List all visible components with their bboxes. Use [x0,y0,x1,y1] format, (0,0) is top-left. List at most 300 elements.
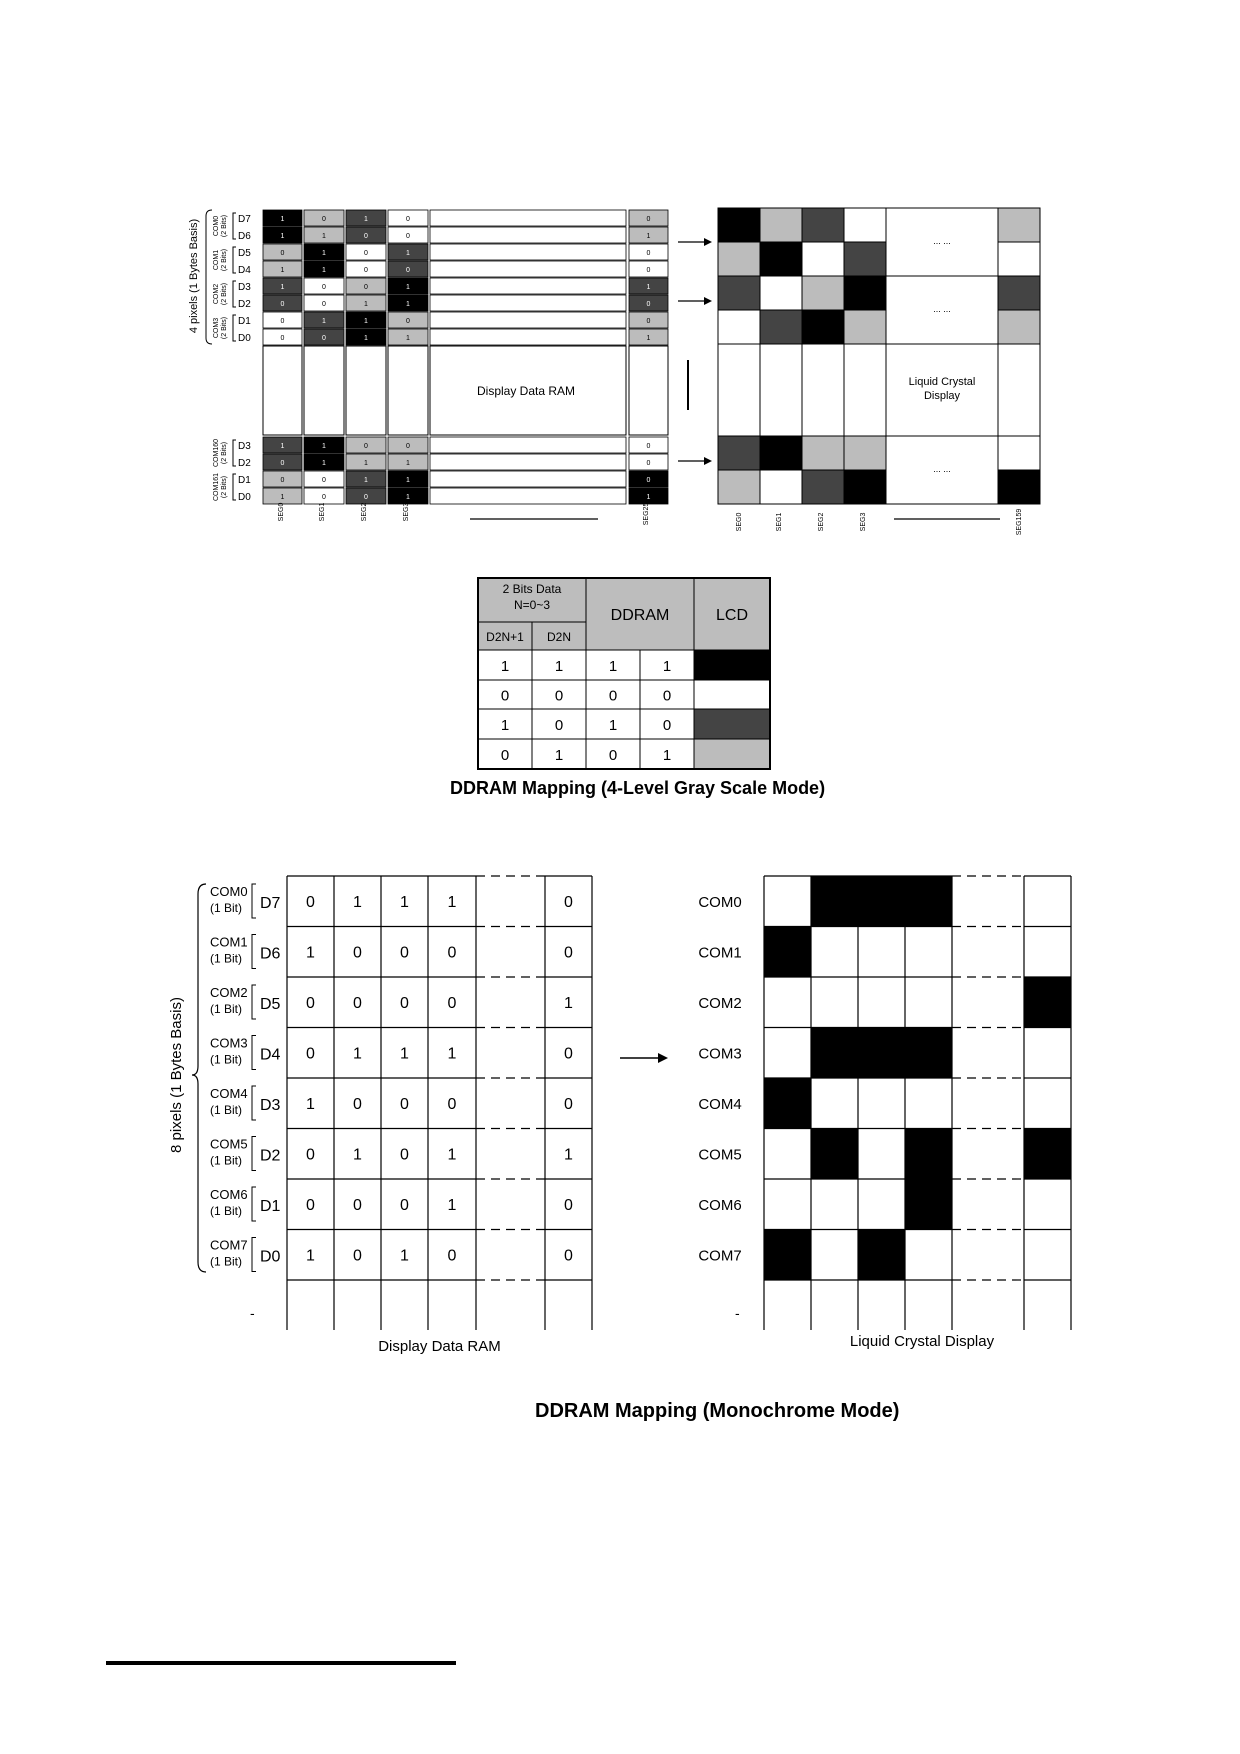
ram-cell-value: 1 [364,216,368,223]
ram-cell-value: 0 [306,1146,315,1164]
com-label: COM160 [213,438,220,468]
table-col-ddram: DDRAM [610,607,670,624]
group-bracket [206,210,212,344]
ram-cell-value: 1 [400,894,409,911]
lcd-pixel [858,1129,905,1180]
lcd-pixel [760,310,802,344]
ram-cell-value: 1 [447,1146,457,1164]
ram-cell-value: 0 [400,1096,409,1113]
lcd-pixel [905,1078,952,1129]
ram-cell-value: 1 [306,1247,315,1265]
ram-gap-cell [430,244,626,260]
table-cell-value: 0 [554,717,564,734]
lcd-pixel [764,876,811,927]
lcd-com-label: COM1 [698,944,742,962]
com-bracket [252,1137,256,1171]
com-bracket [252,1086,256,1120]
ram-cell-value: 0 [406,318,410,325]
arrow-head [704,457,712,465]
ram-cell-value: 1 [280,233,285,240]
com-bits-label: (1 Bit) [210,1052,243,1067]
table-lcd-shade [694,709,770,739]
ram-cell-value: 1 [322,443,326,450]
ram-cell-value: 0 [646,460,651,467]
lcd-pixel [718,276,760,310]
ram-cell-value: 1 [353,1045,362,1063]
lcd-pixel [998,310,1040,344]
table-col-d2n1: D2N+1 [486,630,524,644]
lcd-pixel [858,876,905,927]
monochrome-caption: DDRAM Mapping (Monochrome Mode) [535,1400,900,1422]
monochrome-diagram [168,876,1071,1355]
lcd-label-line1: Liquid Crystal [908,376,976,388]
bit-label: D3 [238,282,251,293]
lcd-pixel [858,1078,905,1129]
lcd-pixel [718,208,760,242]
lcd-pixel [764,1078,811,1129]
table-cell-value: 0 [554,687,564,705]
lcd-com-label: COM5 [698,1146,742,1164]
com-label: COM0 [210,884,248,899]
ram-cell-value: 0 [353,1197,362,1214]
lcd-pixel [764,1179,811,1230]
com-bracket [252,935,256,969]
table-cell-value: 0 [662,687,672,705]
ram-cell-value: 0 [646,216,651,223]
lcd-pixel [1024,1078,1071,1129]
com-bracket [233,247,236,273]
table-cell-value: 1 [554,658,564,675]
ram-cell-value: 1 [564,995,573,1012]
ram-cell-value: 0 [447,1247,457,1265]
lcd-pixel [998,208,1040,242]
ram-column [263,346,302,435]
lcd-pixel [802,310,844,344]
table-cell-value: 1 [608,717,618,734]
ram-cell-value: 0 [280,301,285,308]
arrow-head [704,297,712,305]
ram-cell-value: 0 [646,318,651,325]
lcd-pixel [905,1230,952,1281]
bit-label: D7 [260,895,281,912]
ram-gap-cell [430,454,626,470]
lcd-com-label: COM2 [698,995,742,1012]
ram-cell-value: 0 [306,1197,315,1214]
gray-scale-diagram [188,208,1040,535]
com-label: COM6 [210,1187,248,1202]
ram-cell-value: 1 [322,460,326,467]
bit-label: D1 [260,1198,281,1215]
com-label: COM0 [213,215,220,237]
lcd-pixel [760,470,802,504]
lcd-pixel [905,977,952,1028]
ram-cell-value: 0 [306,894,315,911]
com-bracket [252,1036,256,1070]
com-bracket [233,281,236,307]
ram-cell-value: 0 [322,335,326,342]
ram-seg-label: SEG255 [643,498,650,526]
ram-cell-value: 1 [400,1247,409,1265]
com-label: COM3 [213,317,220,339]
lcd-pixel [802,470,844,504]
table-cell-value: 0 [608,747,618,764]
table-cell-value: 1 [500,658,510,675]
lcd-pixel [905,927,952,978]
com-label: COM2 [210,985,248,1000]
com-bits-label: (2 Bits) [221,316,228,340]
ram-cell-value: 1 [646,494,651,501]
com-bits-label: (1 Bit) [210,1002,243,1016]
table-cell-value: 0 [500,687,510,705]
ram-cell-value: 0 [322,494,326,501]
ram-cell-value: 1 [306,944,315,962]
lcd-pixel [802,242,844,276]
lcd-pixel [998,470,1040,504]
ram-cell-value: 0 [406,233,410,240]
ram-cell-value: 1 [322,318,326,325]
ram-cell-value: 1 [280,216,285,223]
com-bracket [252,1187,256,1221]
table-cell-value: 1 [608,658,618,675]
lcd-pixel [905,876,952,927]
ram-cell-value: 1 [306,1096,315,1113]
bit-label: D6 [238,231,251,242]
ram-gap-cell [430,488,626,504]
bit-label: D1 [238,316,251,327]
com-bits-label: (1 Bit) [210,1153,243,1168]
com-label: COM161 [213,472,220,502]
side-label: 4 pixels (1 Bytes Basis) [188,218,200,334]
ram-seg-label: SEG0 [278,502,285,522]
lcd-pixel [811,927,858,978]
group-bracket [192,884,206,1272]
ram-cell-value: 1 [322,233,326,240]
bit-label: D1 [238,475,251,486]
ram-column [346,346,386,435]
ram-cell-value: 1 [280,267,285,274]
lcd-seg-label: SEG159 [1016,508,1023,536]
ram-cell-value: 0 [322,301,326,308]
ram-cell-value: 0 [564,1096,573,1113]
lcd-pixel [764,1028,811,1079]
ram-cell-value: 0 [564,894,573,911]
ram-cell-value: 1 [447,1197,457,1214]
com-bits-label: (2 Bits) [221,214,228,238]
com-bits-label: (1 Bit) [210,901,243,915]
ram-label: Display Data RAM [378,1338,501,1355]
ram-cell-value: 1 [406,250,410,257]
bit-label: D0 [260,1248,281,1266]
ram-cell-value: 1 [400,1045,409,1063]
ram-cell-value: 1 [364,477,368,484]
com-bits-label: (2 Bits) [221,441,228,465]
com-bracket [252,1238,256,1272]
ram-cell-value: 1 [364,460,368,467]
ram-cell-value: 0 [353,1247,362,1265]
ram-cell-value: 0 [364,233,368,240]
lcd-pixel [811,977,858,1028]
gray-scale-table [478,578,770,769]
lcd-pixel [811,1078,858,1129]
lcd-pixel [718,310,760,344]
ram-cell-value: 0 [364,443,368,450]
lcd-pixel [1024,876,1071,927]
lcd-seg-label: SEG0 [736,512,743,532]
ram-cell-value: 0 [406,216,410,223]
table-lcd-shade [694,739,770,769]
ram-gap-cell [430,471,626,487]
ram-cell-value: 0 [280,477,285,484]
lcd-column [718,344,760,436]
footnote-rule [106,1661,456,1665]
bit-label: D4 [260,1046,281,1064]
com-bracket [233,315,236,341]
lcd-seg-label: SEG1 [776,512,783,532]
ram-cell-value: 0 [364,284,368,291]
lcd-pixel [844,436,886,470]
lcd-pixel [718,436,760,470]
lcd-pixel [858,1179,905,1230]
com-bits-label: (2 Bits) [221,248,228,272]
com-bits-label: (1 Bit) [210,1103,243,1117]
lcd-pixel [764,977,811,1028]
ram-cell-value: 1 [564,1146,573,1164]
com-label: COM1 [210,934,248,950]
table-col-d2n: D2N [546,630,572,644]
ram-column [388,346,428,435]
lcd-pixel [764,1230,811,1281]
ram-cell-value: 1 [364,335,368,342]
ram-cell-value: 1 [280,443,285,450]
ram-cell-value: 0 [306,1045,315,1063]
table-col-lcd: LCD [715,607,749,624]
table-cell-value: 0 [500,747,510,764]
lcd-pixel [811,876,858,927]
lcd-pixel [844,242,886,276]
com-bracket [233,440,236,466]
com-bracket [252,985,256,1019]
lcd-pixel [802,276,844,310]
ram-cell-value: 1 [280,494,285,501]
ram-cell-value: 0 [364,494,368,501]
ram-dash-label: - [250,1305,255,1321]
lcd-pixel [760,242,802,276]
bit-label: D5 [260,996,281,1013]
lcd-pixel [905,1028,952,1079]
ram-cell-value: 1 [353,1146,362,1164]
lcd-ellipsis: ... ... [933,236,951,246]
ram-cell-value: 0 [447,995,457,1012]
ram-column [304,346,344,435]
lcd-pixel [811,1179,858,1230]
com-label: COM5 [210,1136,248,1152]
table-cell-value: 1 [500,717,510,734]
bit-label: D2 [238,299,251,310]
bit-label: D2 [260,1147,281,1165]
com-bits-label: (2 Bits) [221,282,228,306]
ram-label: Display Data RAM [476,384,576,398]
arrow-head [658,1053,668,1063]
ram-cell-value: 0 [364,267,368,274]
ram-cell-value: 0 [447,1096,457,1113]
lcd-pixel [811,1129,858,1180]
com-label: COM7 [210,1237,248,1253]
lcd-pixel [905,1179,952,1230]
lcd-pixel [1024,927,1071,978]
ram-cell-value: 0 [646,250,651,257]
bit-label: D6 [260,945,281,963]
lcd-pixel [858,1028,905,1079]
lcd-seg-label: SEG2 [818,512,825,532]
lcd-pixel [844,470,886,504]
ram-cell-value: 0 [646,301,651,308]
ram-cell-value: 0 [400,1146,409,1164]
ram-gap-cell [430,329,626,345]
bit-label: D0 [238,333,251,344]
lcd-pixel [760,208,802,242]
lcd-pixel [998,276,1040,310]
lcd-label: Liquid Crystal Display [849,1333,995,1350]
ram-cell-value: 0 [400,1197,409,1214]
bit-label: D7 [238,214,251,225]
ram-gap-cell [430,312,626,328]
com-label: COM2 [213,283,220,305]
ram-gap-cell [430,227,626,243]
ram-cell-value: 1 [322,267,326,274]
lcd-com-label: COM6 [698,1197,742,1214]
table-cell-value: 1 [554,747,564,764]
arrow-head [704,238,712,246]
bit-label: D5 [238,248,251,259]
lcd-column [998,344,1040,436]
ram-cell-value: 1 [646,335,651,342]
com-bracket [252,884,256,918]
lcd-pixel [1024,1129,1071,1180]
ram-cell-value: 1 [322,250,326,257]
table-head-line2: N=0~3 [513,598,551,612]
ram-cell-value: 1 [353,894,362,911]
ram-seg-label: SEG1 [319,502,326,522]
ram-cell-value: 0 [306,995,315,1012]
bit-label: D0 [238,492,251,503]
table-cell-value: 0 [662,717,672,734]
lcd-pixel [811,1230,858,1281]
lcd-pixel [998,436,1040,470]
lcd-dash-label: - [735,1305,740,1321]
ram-cell-value: 1 [646,233,651,240]
ram-cell-value: 0 [280,250,285,257]
com-bracket [233,474,236,500]
lcd-ellipsis: ... ... [933,304,951,314]
lcd-pixel [998,242,1040,276]
ram-cell-value: 0 [280,335,285,342]
lcd-pixel [1024,1230,1071,1281]
ram-cell-value: 0 [564,1247,573,1265]
table-cell-value: 1 [662,747,672,764]
ram-cell-value: 1 [646,284,651,291]
ram-cell-value: 1 [447,1045,457,1063]
ram-cell-value: 1 [364,301,368,308]
lcd-pixel [905,1129,952,1180]
ram-cell-value: 0 [322,477,326,484]
ram-cell-value: 0 [447,944,457,962]
lcd-pixel [760,276,802,310]
lcd-pixel [844,310,886,344]
com-bits-label: (1 Bit) [210,951,243,966]
com-bits-label: (2 Bits) [221,475,228,499]
com-label: COM3 [210,1035,248,1051]
ram-cell-value: 1 [406,284,410,291]
side-label: 8 pixels (1 Bytes Basis) [168,997,185,1153]
lcd-com-label: COM3 [698,1045,742,1063]
lcd-pixel [858,927,905,978]
lcd-com-label: COM7 [698,1247,742,1265]
ram-cell-value: 1 [406,335,410,342]
ram-cell-value: 0 [353,944,362,962]
ram-gap-cell [430,210,626,226]
lcd-column [760,344,802,436]
ram-cell-value: 0 [322,284,326,291]
table-lcd-shade [694,680,770,709]
bit-label: D2 [238,458,251,469]
ram-cell-value: 1 [447,894,457,911]
lcd-seg-label: SEG3 [860,512,867,532]
ram-gap-cell [430,261,626,277]
table-cell-value: 1 [662,658,672,675]
lcd-pixel [802,436,844,470]
ram-cell-value: 0 [564,944,573,962]
ram-cell-value: 0 [564,1197,573,1214]
ram-cell-value: 0 [353,995,362,1012]
ram-cell-value: 0 [406,443,410,450]
bit-label: D3 [260,1097,281,1114]
table-head-line1: 2 Bits Data [502,582,562,596]
ram-cell-value: 0 [406,267,410,274]
lcd-pixel [764,927,811,978]
lcd-pixel [844,208,886,242]
lcd-pixel [844,276,886,310]
ram-cell-value: 1 [280,284,285,291]
lcd-label-line2: Display [923,390,961,402]
lcd-pixel [858,977,905,1028]
bit-label: D4 [238,265,251,276]
lcd-pixel [764,1129,811,1180]
ram-cell-value: 0 [280,318,285,325]
com-bits-label: (1 Bit) [210,1204,243,1218]
ram-cell-value: 1 [406,477,410,484]
ram-seg-label: SEG3 [403,502,410,522]
table-cell-value: 0 [608,687,618,705]
ram-cell-value: 1 [406,460,410,467]
ram-cell-value: 0 [280,460,285,467]
ram-cell-value: 0 [564,1045,573,1063]
ram-cell-value: 1 [406,494,410,501]
ram-gap-cell [430,437,626,453]
ram-cell-value: 1 [406,301,410,308]
ram-cell-value: 1 [364,318,368,325]
com-bits-label: (1 Bit) [210,1254,243,1269]
lcd-com-label: COM4 [698,1096,742,1113]
ram-cell-value: 0 [353,1096,362,1113]
lcd-pixel [1024,977,1071,1028]
lcd-ellipsis: ... ... [933,464,951,474]
table-lcd-shade [694,650,770,680]
lcd-pixel [802,208,844,242]
lcd-column [844,344,886,436]
com-label: COM1 [213,249,220,271]
ram-cell-value: 0 [646,267,651,274]
ram-column [629,346,668,435]
